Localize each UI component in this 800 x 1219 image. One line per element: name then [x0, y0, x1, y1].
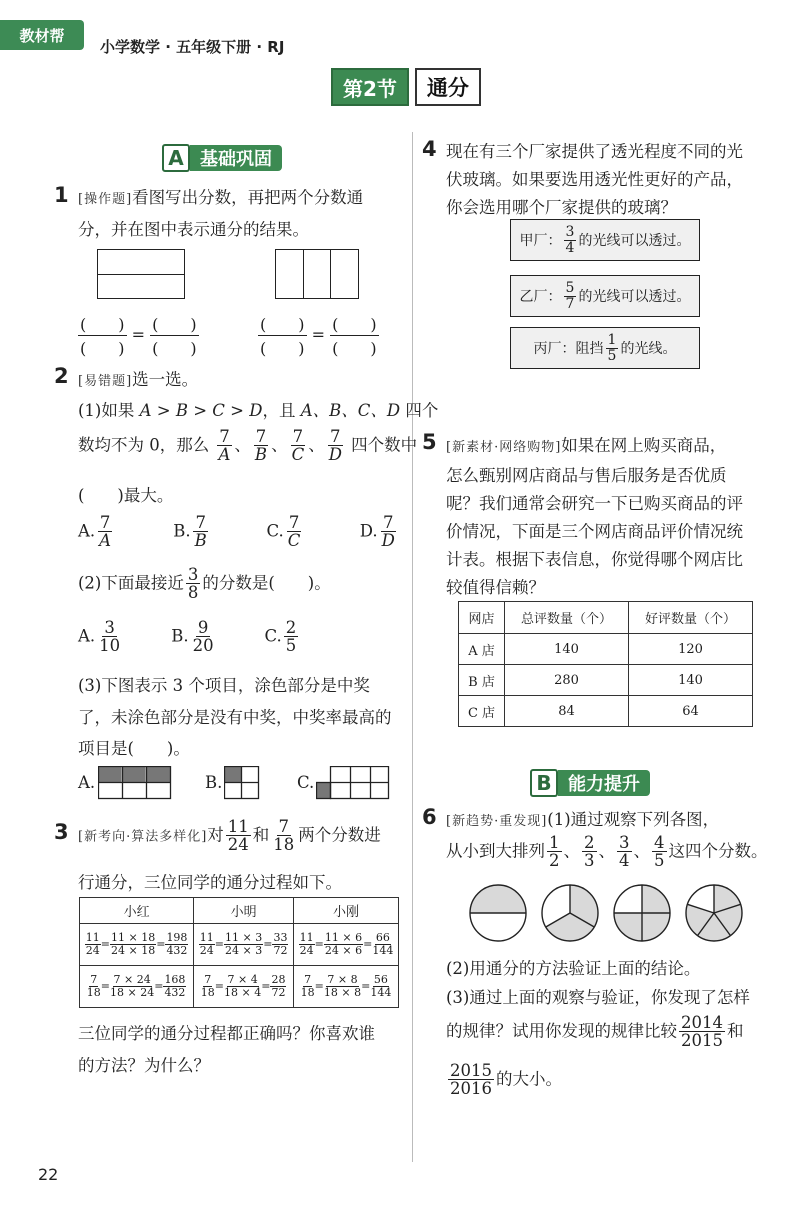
q1-tag: [操作题] — [78, 192, 133, 207]
q6-line2: 从小到大排列 $\frac{1}{2}$ 、 $\frac{2}{3}$ 、 $\frac{3}{4}$ 、 $\frac{4}{5}$ 这四个分数。 — [446, 833, 768, 871]
q4-box-factory-b: 乙厂： $\frac{5}{7}$ 的光线可以透过。 — [510, 275, 700, 317]
q5-cell-good-b: 140 — [629, 665, 753, 696]
book-title: 小学数学 · 五年级下册 · RJ — [100, 38, 285, 56]
q5-number: 5 — [422, 430, 437, 454]
q2-p2-option-a[interactable]: A. $\frac{3}{10}$ — [78, 618, 121, 656]
q3-table-header-row — [80, 898, 399, 924]
q3-header-xiaogang: 小刚 — [294, 898, 399, 924]
q2-p1-option-a[interactable]: A. $\frac{7}{A}$ — [78, 513, 112, 551]
q2-p1-option-d[interactable]: D. $\frac{7}{D}$ — [359, 513, 395, 551]
q6-p3-line2: 的规律？试用你发现的规律比较 $\frac{2014}{2015}$ 和 — [446, 1013, 744, 1051]
section-name: 通分 — [415, 68, 481, 106]
q5-line2: 怎么甄别网店商品与售后服务是否优质 — [446, 466, 727, 485]
q4-box-factory-c: 丙厂：阻挡 $\frac{1}{5}$ 的光线。 — [510, 327, 700, 369]
q3-header-xiaohong: 小红 — [80, 898, 194, 924]
q4-box-factory-a: 甲厂： $\frac{3}{4}$ 的光线可以透过。 — [510, 219, 700, 261]
q2-p1-option-c[interactable]: C. $\frac{7}{C}$ — [266, 513, 301, 551]
q3-cell-r2c2: $\frac{7}{18}$ = $\frac{7 \times 4}{18 \times 4}$ = $\frac{28}{72}$ — [194, 966, 294, 1008]
circle-fifths — [686, 885, 742, 941]
q1-line2: 分，并在图中表示通分的结果。 — [78, 220, 309, 239]
q5-line1: [新素材·网络购物]如果在网上购买商品， — [446, 436, 727, 455]
circle-quarters — [614, 885, 670, 941]
q5-header-good: 好评数量（个） — [629, 602, 753, 634]
q5-table-row-a — [459, 634, 753, 665]
q2-p2-option-c[interactable]: C. $\frac{2}{5}$ — [264, 618, 297, 656]
q6-p2: (2)用通分的方法验证上面的结论。 — [446, 959, 701, 978]
q1-figure-halves — [97, 249, 185, 299]
circle-halves — [470, 885, 526, 941]
q1-figure-thirds — [275, 249, 359, 299]
q2-number: 2 — [54, 364, 69, 388]
q2-p2: (2)下面最接近 $\frac{3}{8}$ 的分数是( )。 — [78, 565, 331, 603]
section-b-title: 能力提升 — [558, 770, 650, 796]
q5-stats-table — [458, 601, 753, 727]
q5-cell-shop-b: B 店 — [459, 665, 505, 696]
q3-number: 3 — [54, 820, 69, 844]
q5-table-header-row — [459, 602, 753, 634]
q6-circles — [466, 883, 756, 945]
section-b-badge — [530, 768, 650, 798]
q5-line3: 呢？我们通常会研究一下已购买商品的评 — [446, 494, 743, 513]
q1-answer-right — [258, 312, 379, 359]
q5-cell-total-b: 280 — [505, 665, 629, 696]
q2-p3-option-c[interactable]: C. — [297, 773, 315, 792]
q3-cell-r1c1: $\frac{11}{24}$ = $\frac{11 \times 18}{24 \times 18}$ = $\frac{198}{432}$ — [80, 924, 194, 966]
q2-p2-option-b[interactable]: B. $\frac{9}{20}$ — [171, 618, 214, 656]
q2-p3-line2: 了，未涂色部分是没有中奖，中奖率最高的 — [78, 708, 392, 727]
q5-cell-total-c: 84 — [505, 696, 629, 727]
column-divider — [412, 132, 413, 1162]
q1-line1 — [78, 184, 363, 208]
q2-p1-line3: ( )最大。 — [78, 486, 174, 505]
q3-question-line2: 的方法？为什么？ — [78, 1056, 210, 1075]
q2-p1-option-b[interactable]: B. $\frac{7}{B}$ — [173, 513, 207, 551]
q3-cell-r1c3: $\frac{11}{24}$ = $\frac{11 \times 6}{24 \times 6}$ = $\frac{66}{144}$ — [294, 924, 399, 966]
q3-cell-r2c3: $\frac{7}{18}$ = $\frac{7 \times 8}{18 \times 8}$ = $\frac{56}{144}$ — [294, 966, 399, 1008]
q2-intro — [78, 366, 198, 390]
q3-table-row-1 — [80, 924, 399, 966]
q1-equals2: = — [311, 325, 325, 344]
q5-header-shop: 网店 — [459, 602, 505, 634]
q5-table-row-b — [459, 665, 753, 696]
q6-p3-line3: $\frac{2015}{2016}$ 的大小。 — [450, 1061, 562, 1099]
section-a-title: 基础巩固 — [190, 145, 282, 171]
q2-tag: [易错题] — [78, 374, 133, 389]
q5-line4: 价情况，下面是三个网店商品评价情况统 — [446, 522, 743, 541]
q2-p3-line1: (3)下图表示 3 个项目，涂色部分是中奖 — [78, 676, 370, 695]
q2-intro-text: 选一选。 — [132, 370, 199, 389]
q5-table-row-c — [459, 696, 753, 727]
q2-p1-line2: 数均不为 0，那么 $\frac{7}{A}$ 、 $\frac{7}{B}$ 、 $\frac{7}{C}$ 、 $\frac{7}{D}$ 四个数中 — [78, 427, 418, 465]
q3-cell-r2c1: $\frac{7}{18}$ = $\frac{7 \times 24}{18 \times 24}$ = $\frac{168}{432}$ — [80, 966, 194, 1008]
q2-p3-grid-a — [98, 766, 172, 800]
q3-line1: [新考向·算法多样化]对 $\frac{11}{24}$ 和 $\frac{7}{18}$ 两个分数进 — [78, 817, 381, 855]
section-b-letter: B — [530, 769, 558, 797]
q1-number: 1 — [54, 183, 69, 207]
q1-fig2-vline1 — [303, 250, 304, 298]
q6-number: 6 — [422, 805, 437, 829]
q3-line2: 行通分，三位同学的通分过程如下。 — [78, 873, 342, 892]
q5-line6: 较值得信赖？ — [446, 578, 545, 597]
q2-p3-line3: 项目是( )。 — [78, 739, 190, 758]
q3-methods-table — [79, 897, 399, 1008]
q2-p3-option-a[interactable]: A. — [78, 773, 96, 792]
q2-p3-grid-b — [224, 766, 260, 800]
q6-p3-line1: (3)通过上面的观察与验证，你发现了怎样 — [446, 988, 750, 1007]
q2-p1-line1: (1)如果 A > B > C > D，且 A、B、C、D 四个 — [78, 401, 439, 420]
q5-cell-shop-c: C 店 — [459, 696, 505, 727]
q5-cell-total-a: 140 — [505, 634, 629, 665]
section-title — [331, 68, 481, 106]
q4-line1: 现在有三个厂家提供了透光程度不同的光 — [446, 142, 743, 161]
q5-cell-good-c: 64 — [629, 696, 753, 727]
q1-blank-frac4[interactable]: $\frac{( )}{( )}$ — [330, 312, 379, 359]
q1-blank-frac3[interactable]: $\frac{( )}{( )}$ — [258, 312, 307, 359]
q5-cell-good-a: 120 — [629, 634, 753, 665]
q3-table-row-2 — [80, 966, 399, 1008]
circle-thirds — [542, 885, 598, 941]
q4-line3: 你会选用哪个厂家提供的玻璃？ — [446, 198, 677, 217]
q1-equals1: = — [131, 325, 145, 344]
section-number: 第2节 — [331, 68, 409, 106]
brand-tag: 教材帮 — [0, 20, 84, 50]
section-a-letter: A — [162, 144, 190, 172]
q2-p2-options — [78, 619, 300, 655]
q1-blank-frac1[interactable]: $\frac{( )}{( )}$ — [78, 312, 127, 359]
q2-p1-options — [78, 514, 399, 550]
q5-header-total: 总评数量（个） — [505, 602, 629, 634]
q3-cell-r1c2: $\frac{11}{24}$ = $\frac{11 \times 3}{24 \times 3}$ = $\frac{33}{72}$ — [194, 924, 294, 966]
q3-question-line1: 三位同学的通分过程都正确吗？你喜欢谁 — [78, 1024, 375, 1043]
q5-cell-shop-a: A 店 — [459, 634, 505, 665]
q1-fig2-vline2 — [330, 250, 331, 298]
q2-p3-grid-c — [316, 766, 390, 800]
q4-line2: 伏玻璃。如果要选用透光性更好的产品， — [446, 170, 743, 189]
q4-number: 4 — [422, 137, 437, 161]
q1-text1: 看图写出分数，再把两个分数通 — [132, 188, 364, 207]
q3-header-xiaoming: 小明 — [194, 898, 294, 924]
q1-blank-frac2[interactable]: $\frac{( )}{( )}$ — [150, 312, 199, 359]
q2-p3-option-b[interactable]: B. — [205, 773, 223, 792]
q6-line1: [新趋势·重发现](1)通过观察下列各图， — [446, 810, 720, 829]
q1-answer-left — [78, 312, 199, 359]
q1-fig1-hline — [98, 274, 184, 275]
q5-line5: 计表。根据下表信息，你觉得哪个网店比 — [446, 550, 743, 569]
section-a-badge — [162, 143, 282, 173]
page-number: 22 — [38, 1165, 59, 1184]
